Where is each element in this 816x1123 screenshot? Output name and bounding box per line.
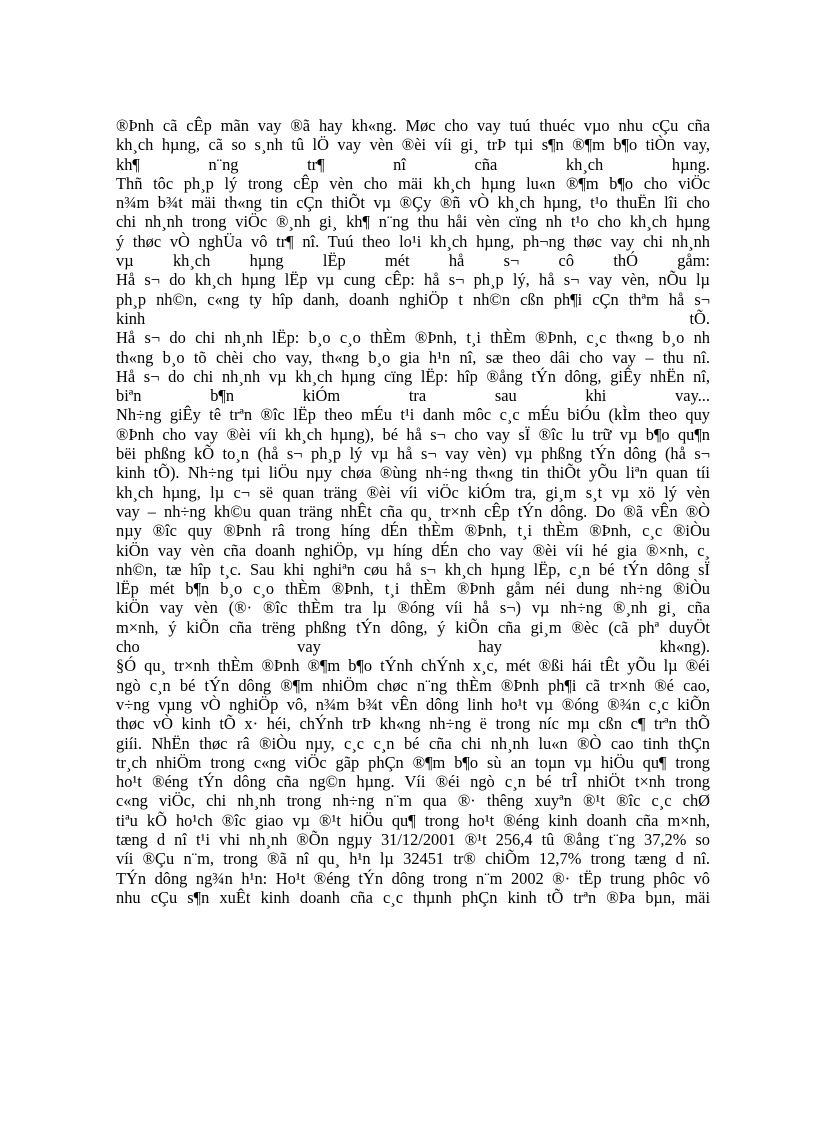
text-line: biªn b¶n kiÓm tra sau khi vay... <box>116 386 710 406</box>
text-line: kinh tÕ. <box>116 308 710 328</box>
text-line: ph¸p nh©n, c«ng ty hîp danh, doanh nghiÖp t nh©n cßn ph¶i cÇn thªm hå s¬ <box>116 289 710 309</box>
text-line: víi ®Çu n¨m, trong ®ã nî qu¸ h¹n lµ 32451 tr® chiÕm 12,7% trong tæng d nî. <box>116 849 710 869</box>
text-line: giíi. NhËn thøc râ ®iÒu nµy, c¸c c¸n bé cña chi nh¸nh lu«n ®Ò cao tinh thÇn <box>116 733 710 753</box>
text-line: kinh tÕ). Nh÷ng tµi liÖu nµy chøa ®ùng nh÷ng th«ng tin thiÕt yÕu liªn quan tíi <box>116 463 710 483</box>
text-line: vµ kh¸ch hµng lËp mét hå s¬ cô thÓ gåm: <box>116 251 710 271</box>
text-line: kh¸ch hµng, cã so s¸nh tû lÖ vay vèn ®èi víi gi¸ trÞ tµi s¶n ®¶m b¶o tiÒn vay, <box>116 135 710 155</box>
text-line: Thñ tôc ph¸p lý trong cÊp vèn cho mäi kh¸ch hµng lu«n ®¶m b¶o cho viÖc <box>116 173 710 193</box>
text-line: lËp mét b¶n b¸o c¸o thÈm ®Þnh, t¸i thÈm ®Þnh gåm néi dung nh÷ng ®iÒu <box>116 579 710 599</box>
text-line: thøc vÒ kinh tÕ x· héi, chÝnh trÞ kh«ng nh÷ng ë trong níc mµ cßn c¶ trªn thÕ <box>116 714 710 734</box>
text-line: tæng d nî t¹i vhi nh¸nh ®Õn ngµy 31/12/2001 ®¹t 256,4 tû ®ång t¨ng 37,2% so <box>116 829 710 849</box>
text-line: nh©n, tæ hîp t¸c. Sau khi nghiªn cøu hå s¬ kh¸ch hµng lËp, c¸n bé tÝn dông sÏ <box>116 559 710 579</box>
text-line: Hå s¬ do chi nh¸nh lËp: b¸o c¸o thÈm ®Þnh, t¸i thÈm ®Þnh, c¸c th«ng b¸o nh <box>116 328 710 348</box>
text-line: nµy ®îc quy ®Þnh râ trong híng dÉn thÈm ®Þnh, t¸i thÈm ®Þnh, c¸c ®iÒu <box>116 521 710 541</box>
text-line: ®Þnh cho vay ®èi víi kh¸ch hµng), bé hå s¬ cho vay sÏ ®îc lu trữ vµ b¶o qu¶n <box>116 424 710 444</box>
document-body-text <box>116 116 710 907</box>
text-line: kh¸ch hµng, lµ c¬ së quan träng ®èi víi viÖc kiÓm tra, gi¸m s¸t vµ xö lý vèn <box>116 482 710 502</box>
text-line: v÷ng vµng vÒ nghiÖp vô, n¾m b¾t vÊn dông linh ho¹t vµ ®óng ®¾n c¸c kiÕn <box>116 694 710 714</box>
text-line: TÝn dông ng¾n h¹n: Ho¹t ®éng tÝn dông trong n¨m 2002 ®· tËp trung phôc vô <box>116 868 710 888</box>
text-line: bëi phßng kÕ to¸n (hå s¬ ph¸p lý vµ hå s¬ vay vèn) vµ phßng tÝn dông (hå s¬ <box>116 444 710 464</box>
text-line: Hå s¬ do kh¸ch hµng lËp vµ cung cÊp: hå s¬ ph¸p lý, hå s¬ vay vèn, nÕu lµ <box>116 270 710 290</box>
text-line: cho vay hay kh«ng). <box>116 637 710 657</box>
text-line: tiªu kÕ ho¹ch ®îc giao vµ ®¹t hiÖu qu¶ trong ho¹t ®éng kinh doanh cña m×nh, <box>116 810 710 830</box>
text-line: §Ó qu¸ tr×nh thÈm ®Þnh ®¶m b¶o tÝnh chÝnh x¸c, mét ®ßi hái tÊt yÕu lµ ®éi <box>116 656 710 676</box>
text-line: ®Þnh cã cÊp mãn vay ®ã hay kh«ng. Møc cho vay tuú thuéc vµo nhu cÇu cña <box>116 116 710 135</box>
text-line: m×nh, ý kiÕn cña trëng phßng tÝn dông, ý kiÕn cña gi¸m ®èc (cã phª duyÖt <box>116 617 710 637</box>
text-line: kh¶ n¨ng tr¶ nî cña kh¸ch hµng. <box>116 154 710 174</box>
text-line: n¾m b¾t mäi th«ng tin cÇn thiÕt vµ ®Çy ®ñ vÒ kh¸ch hµng, t¹o thuËn lîi cho <box>116 193 710 213</box>
text-line: tr¸ch nhiÖm trong c«ng viÖc gãp phÇn ®¶m b¶o sù an toµn vµ hiÖu qu¶ trong <box>116 752 710 772</box>
text-line: ngò c¸n bé tÝn dông ®¶m nhiÖm chøc n¨ng thÈm ®Þnh ph¶i cã tr×nh ®é cao, <box>116 675 710 695</box>
text-line: nhu cÇu s¶n xuÊt kinh doanh cña c¸c thµnh phÇn kinh tÕ trªn ®Þa bµn, mäi <box>116 887 710 907</box>
text-line: kiÖn vay vèn cña doanh nghiÖp, vµ híng dÉn cho vay ®èi víi hé gia ®×nh, c¸ <box>116 540 710 560</box>
text-line: vay – nh÷ng kh©u quan träng nhÊt cña qu¸ tr×nh cÊp tÝn dông. Do ®ã vÊn ®Ò <box>116 501 710 521</box>
text-line: kiÖn vay vèn (®· ®îc thÈm tra lµ ®óng víi hå s¬) vµ nh÷ng ®¸nh gi¸ cña <box>116 598 710 618</box>
text-line: c«ng viÖc, chi nh¸nh trong nh÷ng n¨m qua ®· thêng xuyªn ®¹t ®îc c¸c chØ <box>116 791 710 811</box>
text-line: Nh÷ng giÊy tê trªn ®îc lËp theo mÉu t¹i danh môc c¸c mÉu biÓu (kÌm theo quy <box>116 405 710 425</box>
text-line: Hå s¬ do chi nh¸nh vµ kh¸ch hµng cïng lËp: hîp ®ång tÝn dông, giÊy nhËn nî, <box>116 366 710 386</box>
text-line: chi nh¸nh trong viÖc ®¸nh gi¸ kh¶ n¨ng thu håi vèn cïng nh t¹o cho kh¸ch hµng <box>116 212 710 232</box>
text-line: ý thøc vÒ nghÜa vô tr¶ nî. Tuú theo lo¹i kh¸ch hµng, ph¬ng thøc vay chi nh¸nh <box>116 231 710 251</box>
text-line: ho¹t ®éng tÝn dông cña ng©n hµng. Víi ®éi ngò c¸n bé trÎ nhiÖt t×nh trong <box>116 772 710 792</box>
text-line: th«ng b¸o tõ chèi cho vay, th«ng b¸o gia h¹n nî, sæ theo dâi cho vay – thu nî. <box>116 347 710 367</box>
